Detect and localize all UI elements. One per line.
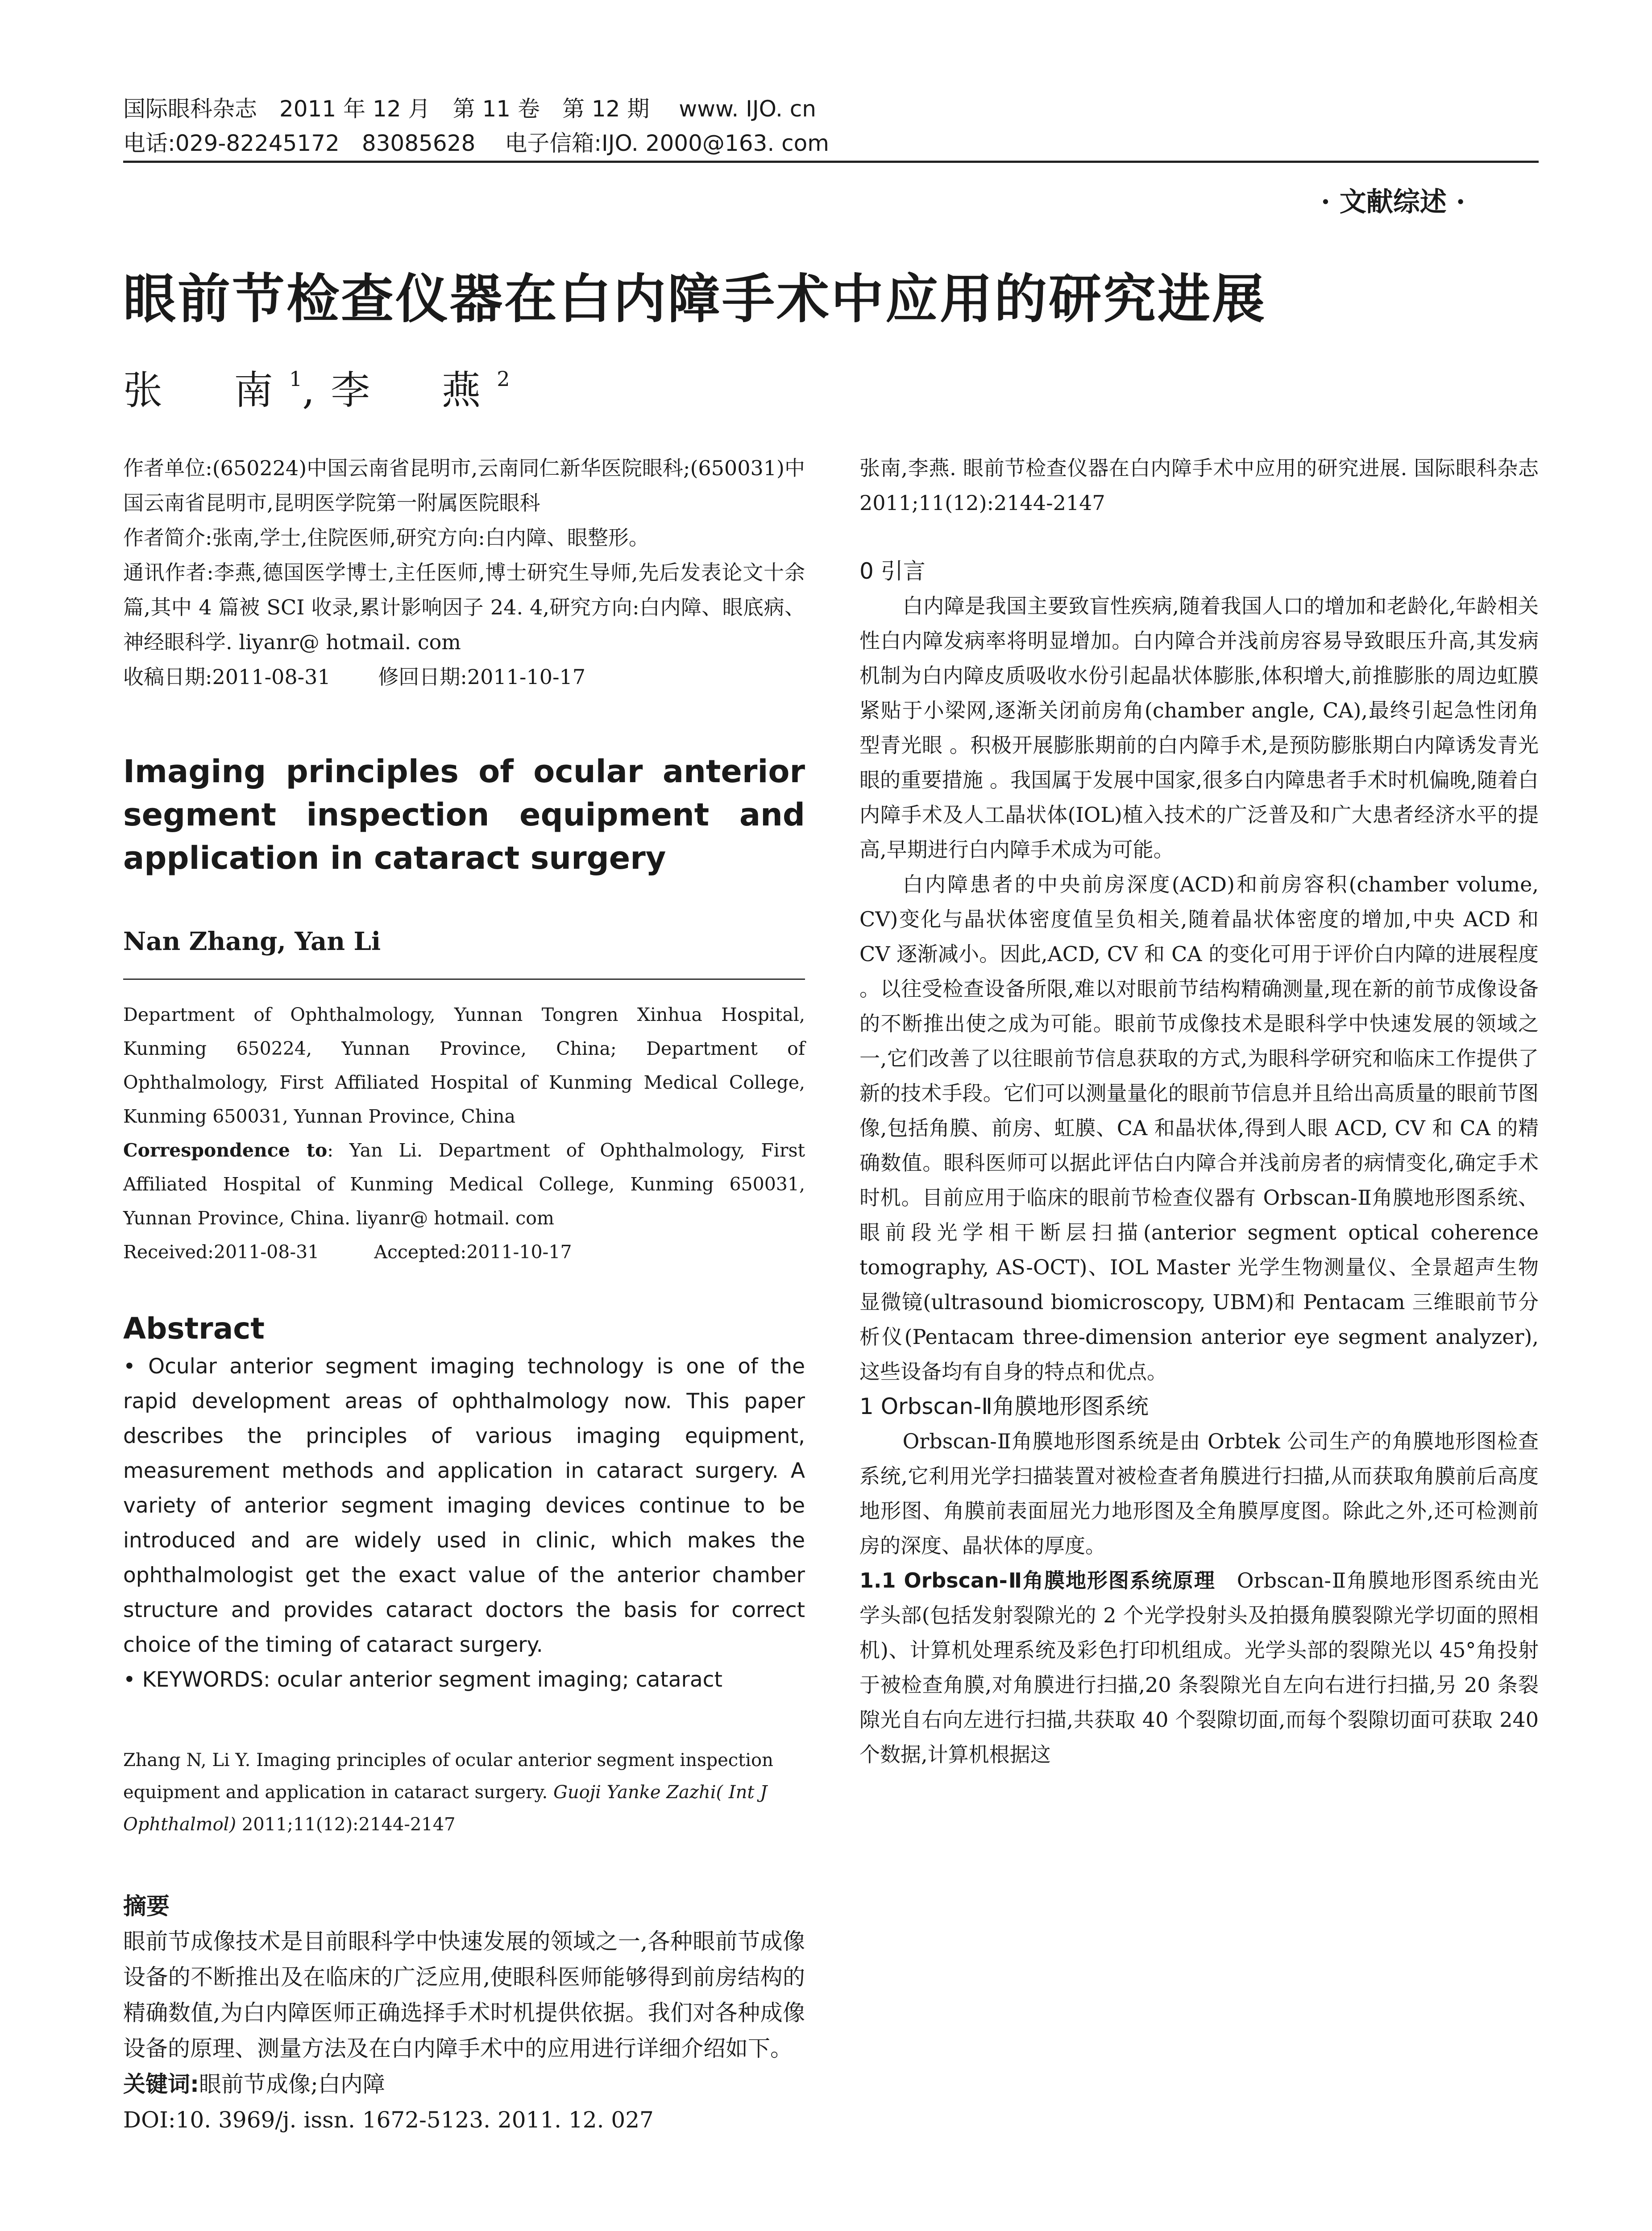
right-column [859,451,1539,1772]
english-citation [123,1744,805,1841]
journal-header-line2: 电话:029-82245172 83085628 电子信箱:IJO. 2000@163. com [123,130,829,156]
chinese-keywords [123,2066,805,2102]
section-1-1-heading: 1.1 Orbscan-Ⅱ角膜地形图系统原理 [859,1568,1216,1592]
author-info-block [123,451,805,694]
journal-header-line1: 国际眼科杂志 2011 年 12 月 第 11 卷 第 12 期 www. IJO. cn [123,96,816,122]
affiliation-rule [123,979,805,980]
correspondence [123,1133,805,1235]
received-dates: 收稿日期:2011-08-31 修回日期:2011-10-17 [123,665,586,689]
author-bio: 作者简介:张南,学士,住院医师,研究方向:白内障、眼整形。 [123,526,649,550]
author-unit: 作者单位:(650224)中国云南省昆明市,云南同仁新华医院眼科;(650031)中国云南省昆明市,昆明医学院第一附属医院眼科 [123,456,805,515]
abstract-keywords: • KEYWORDS: ocular anterior segment imaging; cataract [123,1667,722,1692]
chinese-abstract-heading: 摘要 [123,1893,170,1920]
chinese-citation: 张南,李燕. 眼前节检查仪器在白内障手术中应用的研究进展. 国际眼科杂志 2011;11(12):2144-2147 [859,456,1539,515]
chinese-keywords-text: 眼前节成像;白内障 [199,2071,385,2097]
author-list [123,359,510,415]
correspondence-text: : Yan Li. Department of Ophthalmology, First Affiliated Hospital of Kunming Medical College, Kunming 650031, Yunnan Province, China. liyanr@ hotmail. com [123,1140,805,1229]
author-1: 张 南 [123,367,290,413]
citation-tail: 2011;11(12):2144-2147 [236,1814,456,1835]
citation-journal: Guoji Yanke Zazhi( Int J Ophthalmol) [123,1782,768,1835]
section-1-heading: 1 Orbscan-Ⅱ角膜地形图系统 [859,1393,1149,1419]
citation-main: Zhang N, Li Y. Imaging principles of ocular anterior segment inspection equipment and application in cataract surgery. [123,1750,773,1803]
received-accepted: Received:2011-08-31 Accepted:2011-10-17 [123,1241,572,1263]
author-1-affil: 1 [289,367,303,391]
doi: DOI:10. 3969/j. issn. 1672-5123. 2011. 12. 027 [123,2107,654,2133]
abstract-heading: Abstract [123,1311,265,1346]
author-separator: , [302,367,331,413]
chinese-keywords-label: 关键词: [123,2071,199,2097]
english-authors: Nan Zhang, Yan Li [123,927,381,956]
abstract-text: • Ocular anterior segment imaging technology is one of the rapid development areas of ophthalmology now. This paper describes the principles of various imaging equipment, measurement methods and application in cataract surgery. A variety of anterior segment imaging devices continue to be introduced and are widely used in clinic, which makes the ophthalmologist get the exact value of the anterior chamber structure and provides cataract doctors the basis for correct choice of the timing of cataract surgery. [123,1354,805,1657]
english-title: Imaging principles of ocular anterior segment inspection equipment and application in cataract surgery [123,753,805,876]
english-affiliation: Department of Ophthalmology, Yunnan Tongren Xinhua Hospital, Kunming 650224, Yunnan Province, China; Department of Ophthalmology, First Affiliated Hospital of Kunming Medical College, Kunming 650031, Yunnan Province, China [123,1004,805,1127]
intro-paragraph-1: 白内障是我国主要致盲性疾病,随着我国人口的增加和老龄化,年龄相关性白内障发病率将明显增加。白内障合并浅前房容易导致眼压升高,其发病机制为白内障皮质吸收水份引起晶状体膨胀,体积增大,前推膨胀的周边虹膜紧贴于小梁网,逐渐关闭前房角(chamber angle, CA),最终引起急性闭角型青光眼 。积极开展膨胀期前的白内障手术,是预防膨胀期白内障诱发青光眼的重要措施 。我国属于发展中国家,很多白内障患者手术时机偏晚,随着白内障手术及人工晶状体(IOL)植入技术的广泛普及和广大患者经济水平的提高,早期进行白内障手术成为可能。 [859,594,1539,862]
page-title: 眼前节检查仪器在白内障手术中应用的研究进展 [123,268,1267,330]
corresponding-author: 通讯作者:李燕,德国医学博士,主任医师,博士研究生导师,先后发表论文十余篇,其中 4 篇被 SCI 收录,累计影响因子 24. 4,研究方向:白内障、眼底病、神经眼科学. liyanr@ hotmail. com [123,560,805,654]
chinese-abstract-text: 眼前节成像技术是目前眼科学中快速发展的领域之一,各种眼前节成像设备的不断推出及在临床的广泛应用,使眼科医师能够得到前房结构的精确数值,为白内障医师正确选择手术时机提供依据。我们对各种成像设备的原理、测量方法及在白内障手术中的应用进行详细介绍如下。 [123,1928,805,2061]
section-1-paragraph: Orbscan-Ⅱ角膜地形图系统是由 Orbtek 公司生产的角膜地形图检查系统,它利用光学扫描装置对被检查者角膜进行扫描,从而获取角膜前后高度地形图、角膜前表面屈光力地形图及全角膜厚度图。除此之外,还可检测前房的深度、晶状体的厚度。 [859,1429,1539,1558]
section-0-heading: 0 引言 [859,558,926,584]
section-tag: · 文献综述 · [1321,187,1465,218]
section-1-1-text: Orbscan-Ⅱ角膜地形图系统由光学头部(包括发射裂隙光的 2 个光学投射头及拍摄角膜裂隙光学切面的照相机)、计算机处理系统及彩色打印机组成。光学头部的裂隙光以 45°角投射于被检查角膜,对角膜进行扫描,20 条裂隙光自左向右进行扫描,另 20 条裂隙光自右向左进行扫描,共获取 40 个裂隙切面,而每个裂隙切面可获取 240 个数据,计算机根据这 [859,1568,1539,1767]
correspondence-label: Correspondence to [123,1140,328,1161]
section-1-1 [859,1563,1539,1772]
left-column [123,451,805,2138]
author-2: 李 燕 [331,367,497,413]
header-rule [123,161,1539,163]
intro-paragraph-2: 白内障患者的中央前房深度(ACD)和前房容积(chamber volume, CV)变化与晶状体密度值呈负相关,随着晶状体密度的增加,中央 ACD 和 CV 逐渐减小。因此,ACD, CV 和 CA 的变化可用于评价白内障的进展程度 。以往受检查设备所限,难以对眼前节结构精确测量,现在新的前节成像设备的不断推出使之成为可能。眼前节成像技术是眼科学中快速发展的领域之一,它们改善了以往眼前节信息获取的方式,为眼科学研究和临床工作提供了新的技术手段。它们可以测量量化的眼前节信息并且给出高质量的眼前节图像,包括角膜、前房、虹膜、CA 和晶状体,得到人眼 ACD, CV 和 CA 的精确数值。眼科医师可以据此评估白内障合并浅前房者的病情变化,确定手术时机。目前应用于临床的眼前节检查仪器有 Orbscan-Ⅱ角膜地形图系统、眼前段光学相干断层扫描(anterior segment optical coherence tomography, AS-OCT)、IOL Master 光学生物测量仪、全景超声生物显微镜(ultrasound biomicroscopy, UBM)和 Pentacam 三维眼前节分析仪(Pentacam three-dimension anterior eye segment analyzer),这些设备均有自身的特点和优点。 [859,872,1539,1384]
author-2-affil: 2 [497,367,510,391]
